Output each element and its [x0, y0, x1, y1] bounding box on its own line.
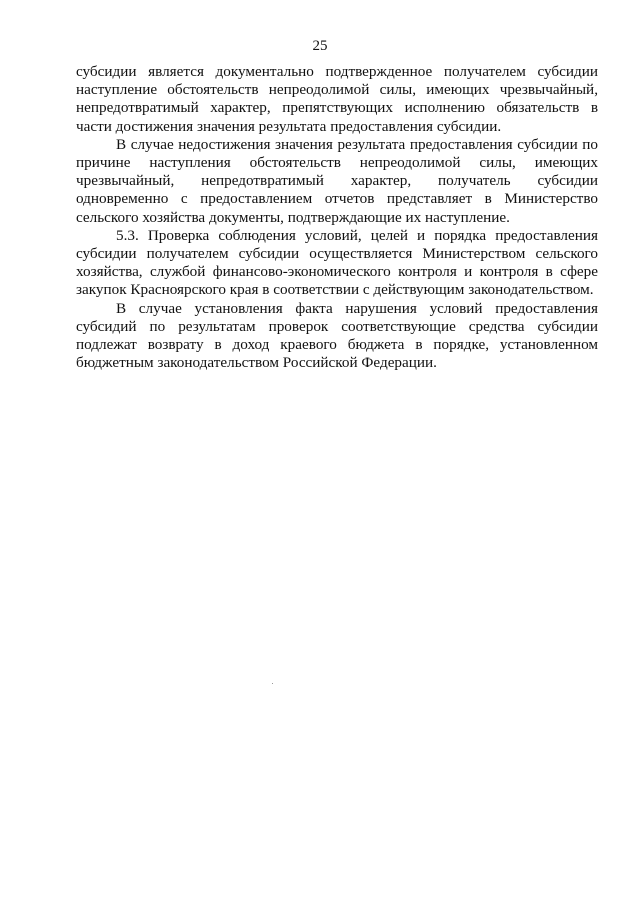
document-body [76, 63, 598, 372]
scan-speck [272, 683, 273, 684]
paragraph-continuation: субсидии является документально подтвержденное получателем субсидии наступление обстоятельств непреодолимой силы, имеющих чрезвычайный, непредотвратимый характер, препятствующих исполнению обязательств в части достижения значения результата предоставления субсидии. [76, 63, 598, 135]
paragraph-non-achievement: В случае недостижения значения результата предоставления субсидии по причине наступления обстоятельств непреодолимой силы, имеющих чрезвычайный, непредотвратимый характер, получатель субсидии одновременно с предоставлением отчетов представляет в Министерство сельского хозяйства документы, подтверждающие их наступление. [76, 135, 598, 226]
page-number: 25 [312, 38, 328, 54]
paragraph-violation-refund: В случае установления факта нарушения условий предоставления субсидий по результатам проверок соответствующие средства субсидии подлежат возврату в доход краевого бюджета в порядке, установленном бюджетным законодательством Российской Федерации. [76, 299, 598, 372]
paragraph-5-3-verification: 5.3. Проверка соблюдения условий, целей и порядка предоставления субсидии получателем субсидии осуществляется Министерством сельского хозяйства, службой финансово-экономического контроля и контроля в сфере закупок Красноярского края в соответствии с действующим законодательством. [76, 226, 598, 299]
